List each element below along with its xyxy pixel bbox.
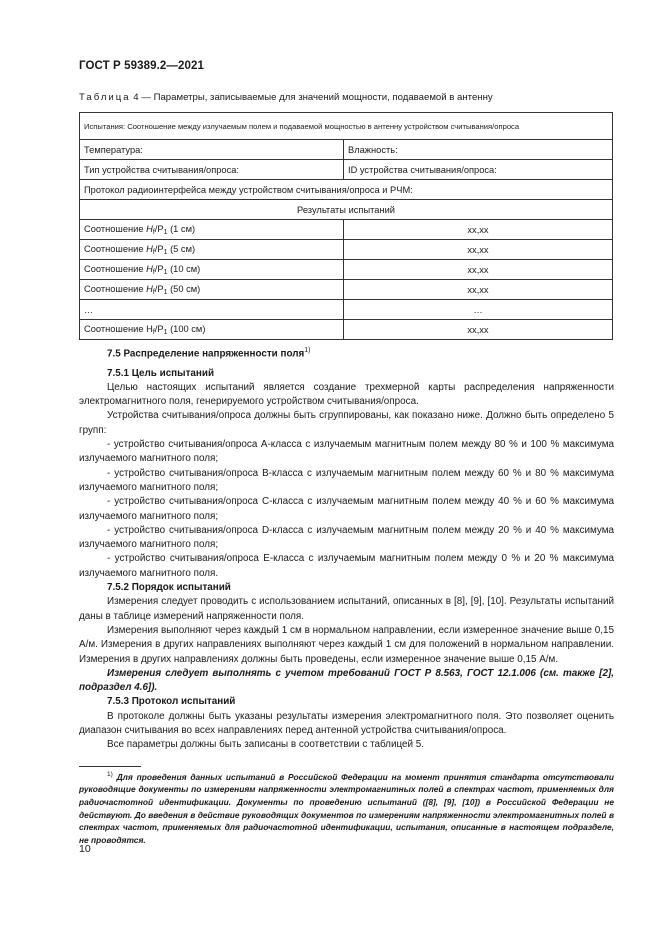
ratio-distance: (1 см) [167,223,196,234]
paragraph: В протоколе должны быть указаны результаты измерения электромагнитного поля. Это позволяет оценить диапазон считывания во всех направлениях перед антенной устройства считывания/опроса. [79,710,614,737]
ratio-prefix: Соотношение [84,243,147,254]
ratio-p: /P [154,323,164,334]
footnote-indent [79,772,107,782]
table-row [80,240,613,260]
device-type-cell: Тип устройства считывания/опроса: [80,160,344,180]
humidity-cell: Влажность: [344,140,613,160]
ratio-label-cell [80,240,344,260]
ratio-p-sub: 1 [163,268,168,276]
footnote-text: Для проведения данных испытаний в Российской Федерации на момент принятия стандарта отсутствовали руководящие документы по измерениям напряженности электромагнитных полей в спектрах частот, применяемых для радиочастотной идентификации. Документы по проведению испытаний ([8], [9], [10]) в Российской Федерации не действуют. До введения в действие руководящих документов по измерениям напряженности электромагнитных полей в спектрах частот, применяемых для радиочастотной идентификации, испытания, описанные в настоящем подразделе, не проводятся. [79,771,615,845]
ratio-h: H [146,263,153,274]
table-row [80,320,613,340]
results-header-cell: Результаты испытаний [80,200,613,220]
table-title-cell: Испытания: Соотношение между излучаемым полем и подаваемой мощностью в антенну устройством считывания/опроса [80,113,613,140]
table-row [80,280,613,300]
ratio-value-cell: xx,xx [344,260,613,280]
protocol-cell: Протокол радиоинтерфейса между устройством считывания/опроса и РЧМ: [80,180,613,200]
ratio-label-cell [80,280,344,300]
ratio-distance: (10 см) [167,263,201,274]
table-caption [79,92,493,103]
ratio-p-sub: 1 [163,228,168,236]
ratio-f-sub: f [152,328,155,336]
list-item: - устройство считывания/опроса A-класса с излучаемым магнитным полем между 80 % и 100 % максимума излучаемого магнитного поля; [79,439,614,465]
list-item: - устройство считывания/опроса C-класса с излучаемым магнитным полем между 40 % и 60 % максимума излучаемого магнитного поля; [79,496,614,522]
ratio-p-sub: 1 [163,288,168,296]
ratio-p: /P [154,263,164,274]
table-row [80,220,613,240]
standard-header: ГОСТ Р 59389.2—2021 [79,60,204,72]
table-caption-text: — Параметры, записываемые для значений мощности, подаваемой в антенну [141,92,493,103]
footnote-mark: 1) [304,347,311,354]
ratio-p: /P [154,283,164,294]
ratio-prefix: Соотношение [84,223,147,234]
ellipsis-cell: … [344,300,613,320]
list-item: - устройство считывания/опроса B-класса с излучаемым магнитным полем между 60 % и 80 % максимума излучаемого магнитного поля; [79,467,614,493]
ratio-h: H [146,243,153,254]
ratio-label-cell [80,320,344,340]
ratio-f-sub: f [152,288,155,296]
ratio-value-cell: xx,xx [344,220,613,240]
ellipsis-cell: … [80,300,344,320]
ratio-value-cell: xx,xx [344,320,613,340]
section-title: 7.5 Распределение напряженности поля [107,348,305,360]
section-heading-7-5-2: 7.5.2 Порядок испытаний [107,582,231,594]
footnote-divider [79,766,141,767]
section-heading-7-5-1: 7.5.1 Цель испытаний [107,367,215,379]
device-id-cell: ID устройства считывания/опроса: [344,160,613,180]
paragraph: Целью настоящих испытаний является создание трехмерной карты распределения напряженности электромагнитного поля, генерируемого устройством считывания/опроса. [79,381,614,408]
ratio-distance: (100 см) [167,323,206,334]
ratio-f-sub: f [152,228,155,236]
ratio-value-cell: xx,xx [344,240,613,260]
paragraph: Устройства считывания/опроса должны быть сгруппированы, как показано ниже. Должно быть определено 5 групп: [79,410,614,436]
table-caption-label: Таблица [79,92,131,103]
ratio-label-cell [80,220,344,240]
ratio-h: H [146,223,153,234]
ratio-f-sub: f [152,248,155,256]
ratio-h: H [146,283,153,294]
ratio-value-cell: xx,xx [344,280,613,300]
ratio-distance: (5 см) [167,243,196,254]
table-row [80,300,613,320]
ratio-prefix: Соотношение [84,263,147,274]
paragraph: Измерения выполняют через каждый 1 см в нормальном направлении, если измеренное значение выше 0,15 А/м. Измерения в других направлениях выполняют через каждый 1 см для положений в нормальном направлении. Измерения в других направлениях должны быть проведены, если измеренное значение выше 0,15 А/м. [79,624,614,665]
parameters-table [79,112,613,340]
ratio-distance: (50 см) [167,283,201,294]
ratio-p-sub: 1 [163,328,168,336]
paragraph-emphasis: Измерения следует выполнять с учетом требований ГОСТ Р 8.563, ГОСТ 12.1.006 (см. также [2], подраздел 4.6]). [79,667,614,694]
footnote-number: 1) [107,771,113,778]
table-caption-number: 4 [133,92,139,103]
temperature-cell: Температура: [80,140,344,160]
ratio-prefix: Соотношение [84,283,147,294]
body-text [79,344,614,753]
section-heading-7-5 [79,344,614,362]
page-number: 10 [79,843,91,855]
ratio-p-sub: 1 [163,248,168,256]
paragraph: Все параметры должны быть записаны в соответствии с таблицей 5. [107,739,424,751]
list-item: - устройство считывания/опроса E-класса с излучаемым магнитным полем между 0 % и 20 % максимума излучаемого магнитного поля. [79,553,614,579]
ratio-p: /P [154,243,164,254]
section-heading-7-5-3: 7.5.3 Протокол испытаний [107,696,236,708]
paragraph: Измерения следует проводить с использованием испытаний, описанных в [8], [9], [10]. Результаты испытаний даны в таблице измерений напряженности поля. [79,596,614,622]
list-item: - устройство считывания/опроса D-класса с излучаемым магнитным полем между 20 % и 40 % максимума излучаемого магнитного поля; [79,524,614,551]
ratio-label-cell [80,260,344,280]
footnote [79,769,614,846]
ratio-p: /P [154,223,164,234]
ratio-prefix: Соотношение H [84,323,153,334]
table-row [80,260,613,280]
ratio-f-sub: f [152,268,155,276]
